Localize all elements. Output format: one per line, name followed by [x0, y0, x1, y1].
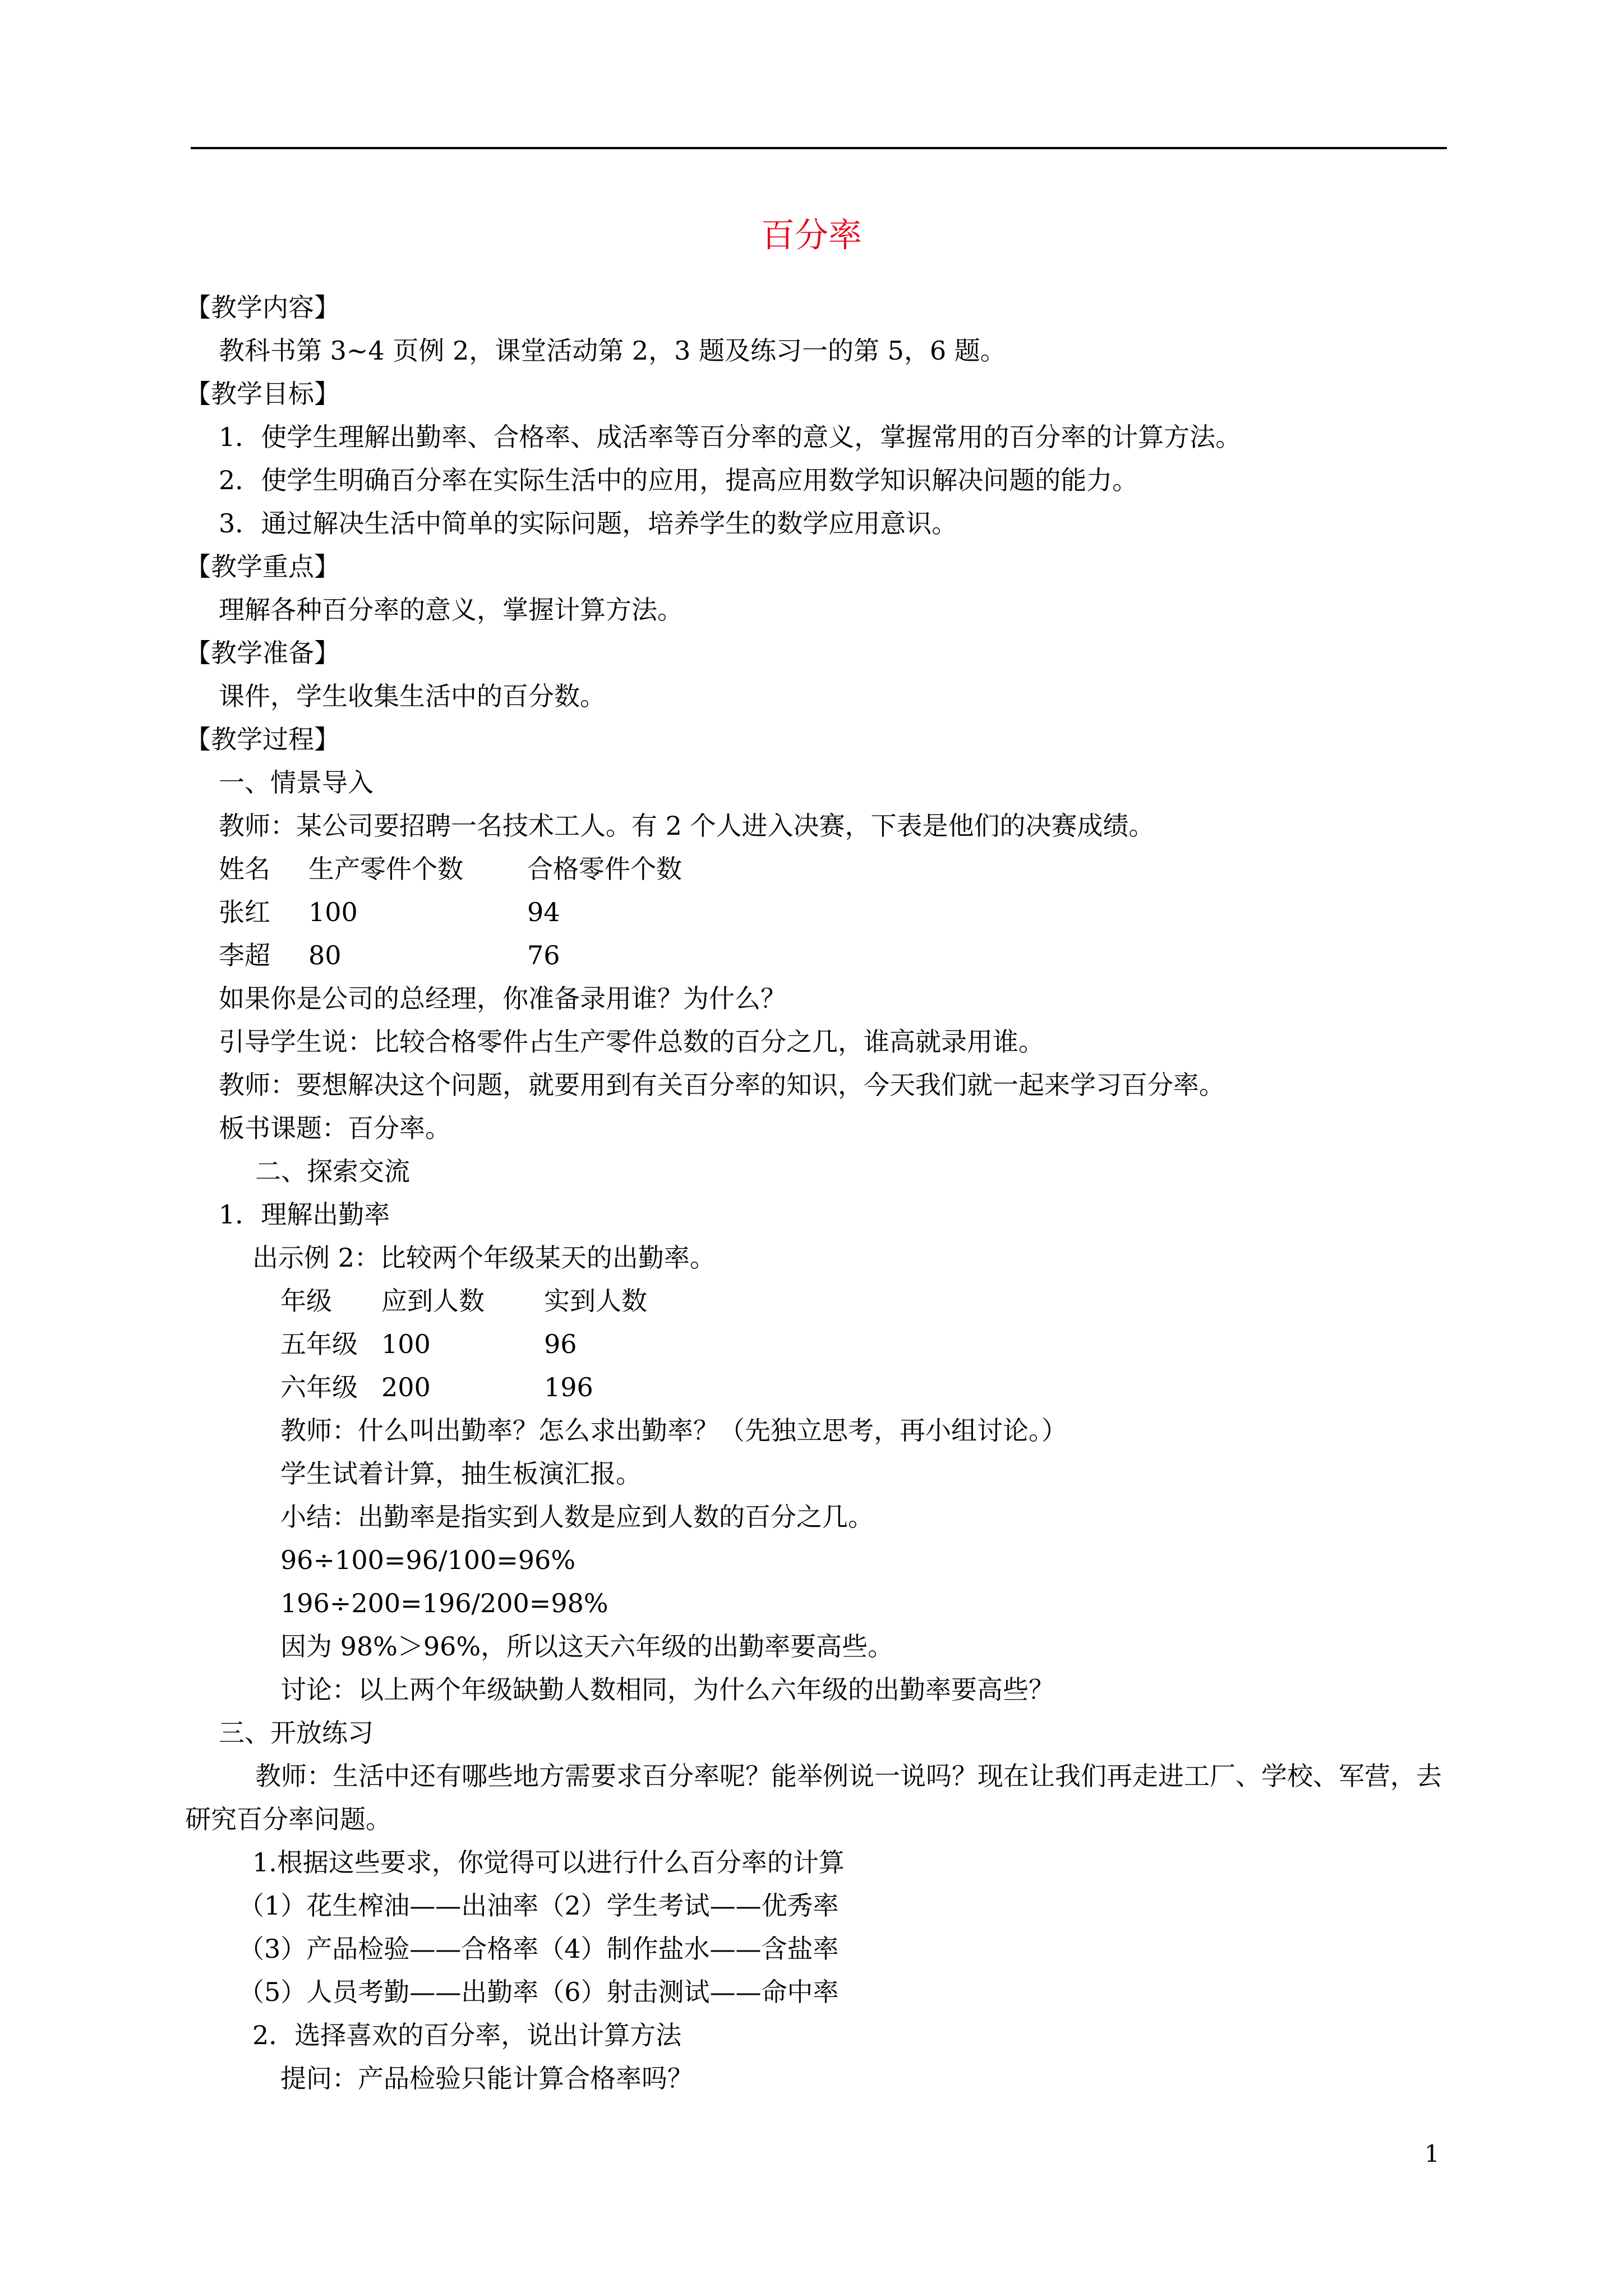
paragraph: 1．理解出勤率: [219, 1199, 390, 1230]
heading-teaching-goals: 【教学目标】: [185, 379, 340, 409]
header-rule: [191, 147, 1447, 149]
paragraph: 因为 98%＞96%，所以这天六年级的出勤率要高些。: [280, 1631, 894, 1662]
paragraph: 提问：产品检验只能计算合格率吗？: [280, 2063, 693, 2093]
table-cell: 张红: [219, 897, 270, 927]
table-header-cell: 应到人数: [381, 1286, 485, 1316]
paragraph: 教师：生活中还有哪些地方需要求百分率呢？能举例说一说吗？现在让我们再走进工厂、学校、军营，去研究百分率问题。: [185, 1761, 1442, 1834]
paragraph: 课件，学生收集生活中的百分数。: [219, 681, 606, 711]
heading-process: 【教学过程】: [185, 724, 340, 754]
page-title: 百分率: [761, 216, 862, 255]
paragraph: 如果你是公司的总经理，你准备录用谁？为什么？: [219, 983, 786, 1014]
paragraph: 小结：出勤率是指实到人数是应到人数的百分之几。: [280, 1502, 874, 1532]
table-header-row: [219, 848, 1453, 891]
paragraph: 出示例 2：比较两个年级某天的出勤率。: [252, 1243, 716, 1273]
table-cell: 李超: [219, 940, 270, 970]
table-cell: 196: [544, 1372, 593, 1402]
page-number: 1: [1424, 2140, 1440, 2168]
table-cell: 100: [308, 897, 358, 927]
list-item: （1）花生榨油——出油率（2）学生考试——优秀率: [238, 1890, 839, 1921]
formula: 196÷200=196/200=98%: [280, 1588, 608, 1618]
heading-preparation: 【教学准备】: [185, 638, 340, 668]
paragraph: 教师：某公司要招聘一名技术工人。有 2 个人进入决赛，下表是他们的决赛成绩。: [219, 811, 1155, 841]
section-heading: 二、探索交流: [255, 1156, 410, 1186]
table-cell: 94: [527, 897, 560, 927]
section-heading: 一、情景导入: [219, 767, 374, 798]
table-cell: 100: [381, 1329, 431, 1359]
table-header-cell: 合格零件个数: [527, 854, 682, 884]
list-item: （5）人员考勤——出勤率（6）射击测试——命中率: [238, 1977, 839, 2007]
table-competition: [185, 848, 1453, 977]
table-cell: 96: [544, 1329, 577, 1359]
table-cell: 80: [308, 940, 342, 970]
table-header-cell: 生产零件个数: [308, 854, 463, 884]
table-header-cell: 实到人数: [544, 1286, 647, 1316]
table-cell: 六年级: [280, 1372, 358, 1402]
table-cell: 76: [527, 940, 560, 970]
list-item: 1．使学生理解出勤率、合格率、成活率等百分率的意义，掌握常用的百分率的计算方法。: [219, 422, 1242, 452]
table-cell: 200: [381, 1372, 431, 1402]
paragraph: 理解各种百分率的意义，掌握计算方法。: [219, 595, 683, 625]
table-header-row: [280, 1280, 1453, 1323]
paragraph: 学生试着计算，抽生板演汇报。: [280, 1458, 642, 1489]
document-body: [185, 286, 1453, 2100]
formula: 96÷100=96/100=96%: [280, 1545, 576, 1575]
list-item: （3）产品检验——合格率（4）制作盐水——含盐率: [238, 1934, 839, 1964]
paragraph: 教师：什么叫出勤率？怎么求出勤率？（先独立思考，再小组讨论。）: [280, 1415, 1067, 1446]
paragraph: 教科书第 3~4 页例 2，课堂活动第 2，3 题及练习一的第 5，6 题。: [219, 335, 1006, 366]
list-item: 2．使学生明确百分率在实际生活中的应用，提高应用数学知识解决问题的能力。: [219, 465, 1138, 495]
section-heading: 三、开放练习: [219, 1718, 374, 1748]
paragraph: 讨论：以上两个年级缺勤人数相同，为什么六年级的出勤率要高些？: [280, 1674, 1054, 1705]
table-cell: 五年级: [280, 1329, 358, 1359]
heading-key-points: 【教学重点】: [185, 551, 340, 582]
paragraph: 教师：要想解决这个问题，就要用到有关百分率的知识，今天我们就一起来学习百分率。: [219, 1070, 1225, 1100]
paragraph: 2．选择喜欢的百分率，说出计算方法: [252, 2020, 682, 2050]
heading-teaching-content: 【教学内容】: [185, 292, 340, 323]
table-header-cell: 姓名: [219, 854, 270, 884]
table-attendance: [185, 1280, 1453, 1409]
table-row: [280, 1366, 1453, 1409]
table-row: [280, 1323, 1453, 1366]
paragraph: 板书课题：百分率。: [219, 1113, 451, 1143]
table-row: [219, 934, 1453, 977]
table-row: [219, 891, 1453, 934]
list-item: 3．通过解决生活中简单的实际问题，培养学生的数学应用意识。: [219, 508, 958, 539]
paragraph: 引导学生说：比较合格零件占生产零件总数的百分之几，谁高就录用谁。: [219, 1027, 1044, 1057]
table-header-cell: 年级: [280, 1286, 332, 1316]
paragraph: 1.根据这些要求，你觉得可以进行什么百分率的计算: [252, 1847, 845, 1878]
